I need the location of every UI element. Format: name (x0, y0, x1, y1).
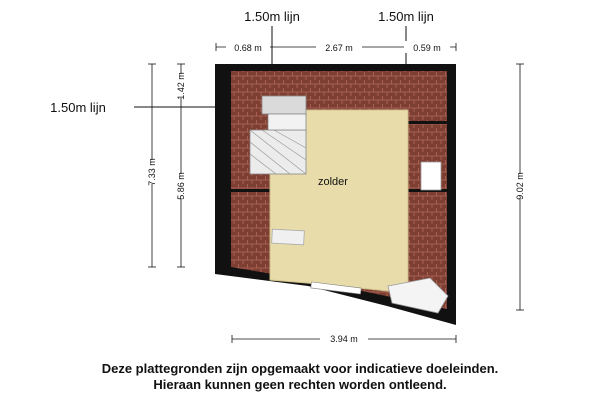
dim-top-middle: 2.67 m (325, 43, 353, 53)
height-line-label-left: 1.50m lijn (50, 100, 106, 115)
disclaimer (0, 361, 600, 393)
dim-top-right: 0.59 m (413, 43, 441, 53)
window-right (421, 162, 441, 190)
room-label: zolder (318, 176, 348, 188)
height-line-label-top-left: 1.50m lijn (244, 9, 300, 24)
dim-top-left: 0.68 m (234, 43, 262, 53)
dim-bottom: 3.94 m (330, 334, 358, 344)
disclaimer-line-1: Deze plattegronden zijn opgemaakt voor indicatieve doeleinden. (101, 361, 499, 376)
dim-right: 9.02 m (515, 172, 525, 200)
height-line-label-top-right: 1.50m lijn (378, 9, 434, 24)
dim-left-top: 1.42 m (176, 72, 186, 100)
partition-wall-right (408, 121, 447, 124)
dim-left-inner: 5.86 m (176, 172, 186, 200)
partition-wall-left (231, 189, 271, 192)
dim-left-outer: 7.33 m (147, 158, 157, 186)
skylight (272, 229, 305, 245)
disclaimer-line-2: Hieraan kunnen geen rechten worden ontleend. (153, 377, 447, 392)
